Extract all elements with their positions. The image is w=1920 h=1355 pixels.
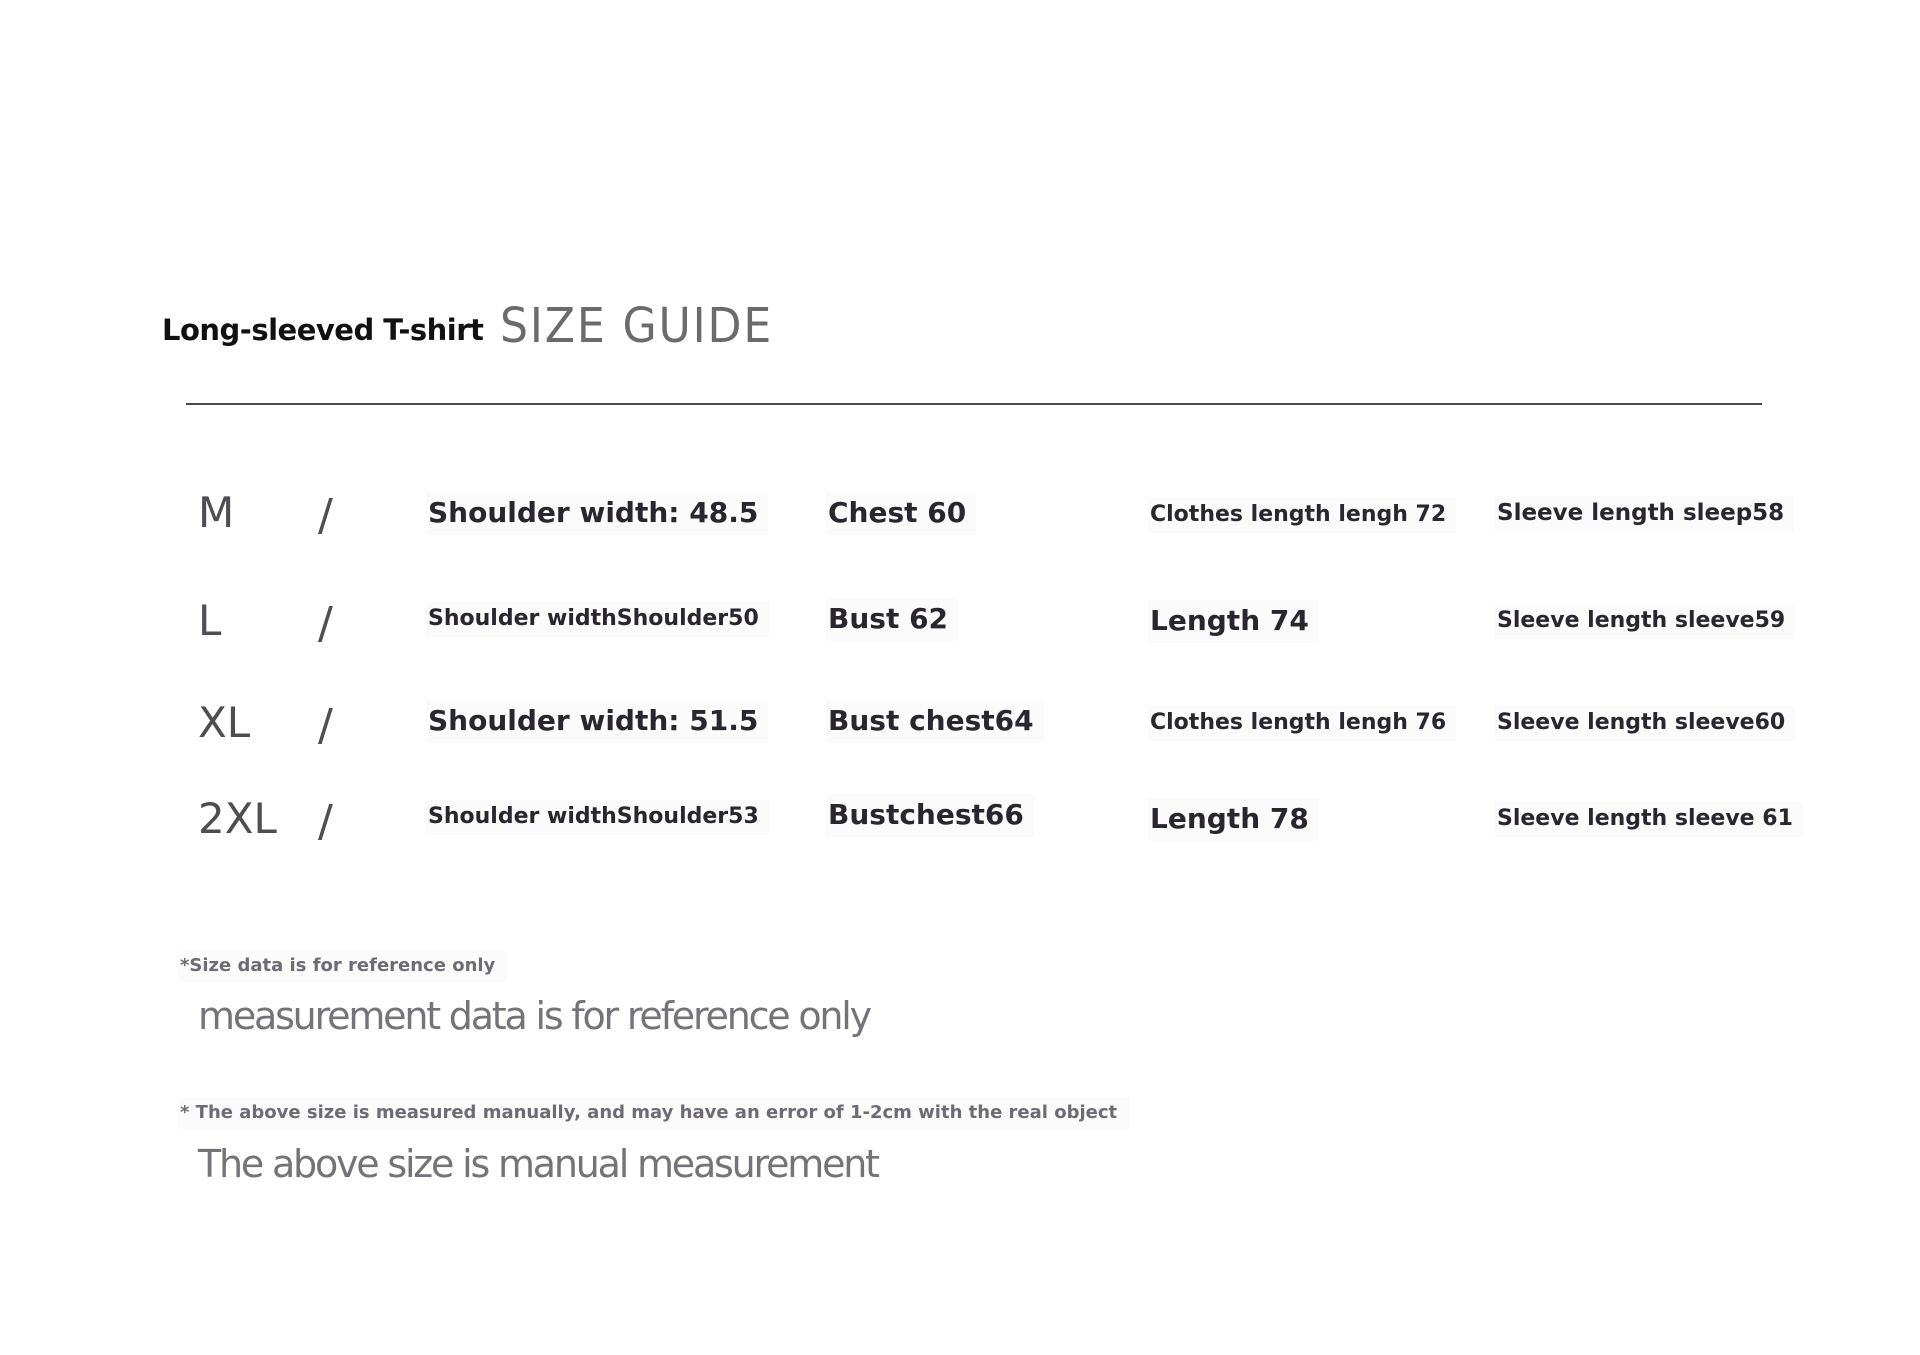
chest-measure: Bust 62 [826, 598, 958, 641]
size-separator: / [318, 598, 333, 649]
sleeve-length: Sleeve length sleeve 61 [1495, 802, 1803, 837]
size-separator: / [318, 490, 333, 541]
size-row-2xl [0, 794, 1920, 854]
size-row-m [0, 488, 1920, 548]
sleeve-length: Sleeve length sleep58 [1495, 496, 1794, 532]
size-label: XL [198, 698, 251, 747]
size-guide-title: SIZE GUIDE [500, 298, 774, 354]
reference-note-large: measurement data is for reference only [198, 994, 870, 1038]
manual-measure-note-large: The above size is manual measurement [198, 1142, 878, 1186]
header-divider [186, 403, 1762, 405]
clothes-length: Length 78 [1148, 798, 1319, 841]
chest-measure: Bust chest64 [826, 700, 1044, 743]
clothes-length: Clothes length lengh 72 [1148, 498, 1456, 533]
clothes-length: Clothes length lengh 76 [1148, 706, 1456, 741]
chest-measure: Chest 60 [826, 492, 976, 535]
sleeve-length: Sleeve length sleeve59 [1495, 604, 1795, 639]
shoulder-width: Shoulder widthShoulder50 [426, 602, 769, 637]
size-label: M [198, 488, 235, 537]
clothes-length: Length 74 [1148, 600, 1319, 643]
chest-measure: Bustchest66 [826, 794, 1034, 837]
size-row-l [0, 596, 1920, 656]
size-guide-header [162, 300, 483, 360]
manual-measure-note: * The above size is measured manually, and may have an error of 1-2cm with the real object [178, 1098, 1129, 1129]
size-separator: / [318, 700, 333, 751]
size-label: L [198, 596, 222, 645]
shoulder-width: Shoulder width: 51.5 [426, 700, 768, 743]
shoulder-width: Shoulder widthShoulder53 [426, 800, 769, 835]
size-separator: / [318, 796, 333, 847]
sleeve-length: Sleeve length sleeve60 [1495, 706, 1795, 741]
shoulder-width: Shoulder width: 48.5 [426, 492, 768, 535]
reference-note: *Size data is for reference only [178, 951, 507, 982]
product-name: Long-sleeved T-shirt [162, 313, 484, 347]
size-row-xl [0, 698, 1920, 758]
size-label: 2XL [198, 794, 277, 843]
